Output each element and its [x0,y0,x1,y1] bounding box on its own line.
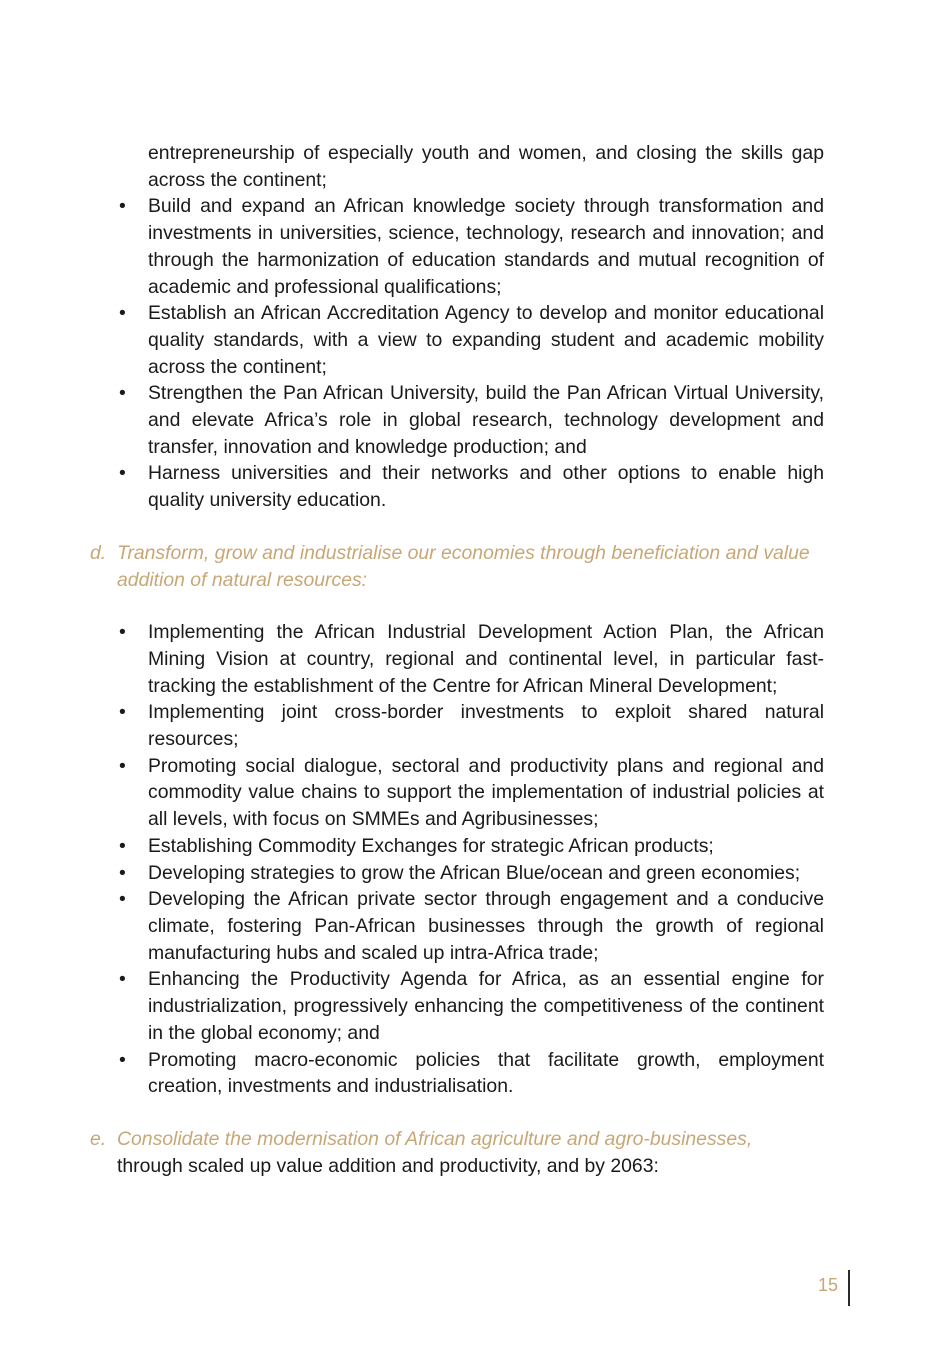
list-item [119,619,824,699]
list-item [119,300,824,380]
list-item [119,886,824,966]
list-item [119,833,824,860]
section-d-heading [90,540,824,593]
bullet-icon: • [119,754,126,777]
list-item-text: Promoting social dialogue, sectoral and productivity plans and regional and commodity value chains to support the implementation of industrial policies at all levels, with focus on SMMEs and Agribusinesses; [148,754,824,831]
page-number-divider [848,1270,850,1306]
list-item-text: Developing strategies to grow the African Blue/ocean and green economies; [148,861,801,884]
list-item-text: Establishing Commodity Exchanges for strategic African products; [148,834,714,857]
list-item [119,966,824,1046]
section-d-title: Transform, grow and industrialise our economies through beneficiation and value addition of natural resources: [117,541,810,591]
bullet-icon: • [119,701,126,724]
page-content [90,140,824,1179]
list-item-text: Build and expand an African knowledge society through transformation and investments in universities, science, technology, research and innovation; and through the harmonization of education standards and mutual recognition of academic and professional qualifications; [148,195,824,298]
section-e-text: through scaled up value addition and productivity, and by 2063: [117,1154,659,1177]
list-item-text: Promoting macro-economic policies that facilitate growth, employment creation, investments and industrialisation. [148,1048,824,1098]
list-item [119,753,824,833]
bullet-icon: • [119,968,126,991]
bullet-icon: • [119,861,126,884]
list-item [119,193,824,300]
list-item [119,699,824,752]
list-item [119,460,824,513]
page-number: 15 [818,1275,839,1295]
section-e-letter: e. [90,1127,107,1150]
list-item-text: Strengthen the Pan African University, build the Pan African Virtual University, and elevate Africa’s role in global research, technology development and transfer, innovation and knowledge production; and [148,382,824,458]
bullet-icon: • [119,621,126,644]
list-item-text: Enhancing the Productivity Agenda for Africa, as an essential engine for industrialization, progressively enhancing the competitiveness of the continent in the global economy; and [148,968,824,1044]
list-item [119,860,824,887]
bullet-icon: • [119,302,126,325]
list-item-text: Implementing joint cross-border investments to exploit shared natural resources; [148,701,824,751]
bullet-icon: • [119,382,126,405]
section-e-title: Consolidate the modernisation of African agriculture and agro-businesses, [117,1127,753,1150]
section-e [90,1126,824,1179]
bullet-icon: • [119,195,126,218]
list-item-text: Implementing the African Industrial Development Action Plan, the African Mining Vision at country, regional and continental level, in particular fast-tracking the establishment of the Centre for African Mineral Development; [148,621,824,697]
bullet-icon: • [119,462,126,485]
intro-continuation: entrepreneurship of especially youth and women, and closing the skills gap across the continent; [148,142,824,191]
section-d-letter: d. [90,541,107,564]
list-item-text: Harness universities and their networks and other options to enable high quality university education. [148,462,824,512]
bullet-icon: • [119,888,126,911]
list-item [119,380,824,460]
list-item-text: Developing the African private sector through engagement and a conducive climate, fostering Pan-African businesses through the growth of regional manufacturing hubs and scaled up intra-Africa trade; [148,888,824,964]
bullet-icon: • [119,1048,126,1071]
bullet-icon: • [119,834,126,857]
bullet-list-c [90,193,824,513]
list-item [119,1047,824,1100]
bullet-list-d [90,619,824,1100]
list-item-text: Establish an African Accreditation Agency to develop and monitor educational quality standards, with a view to expanding student and academic mobility across the continent; [148,302,824,378]
